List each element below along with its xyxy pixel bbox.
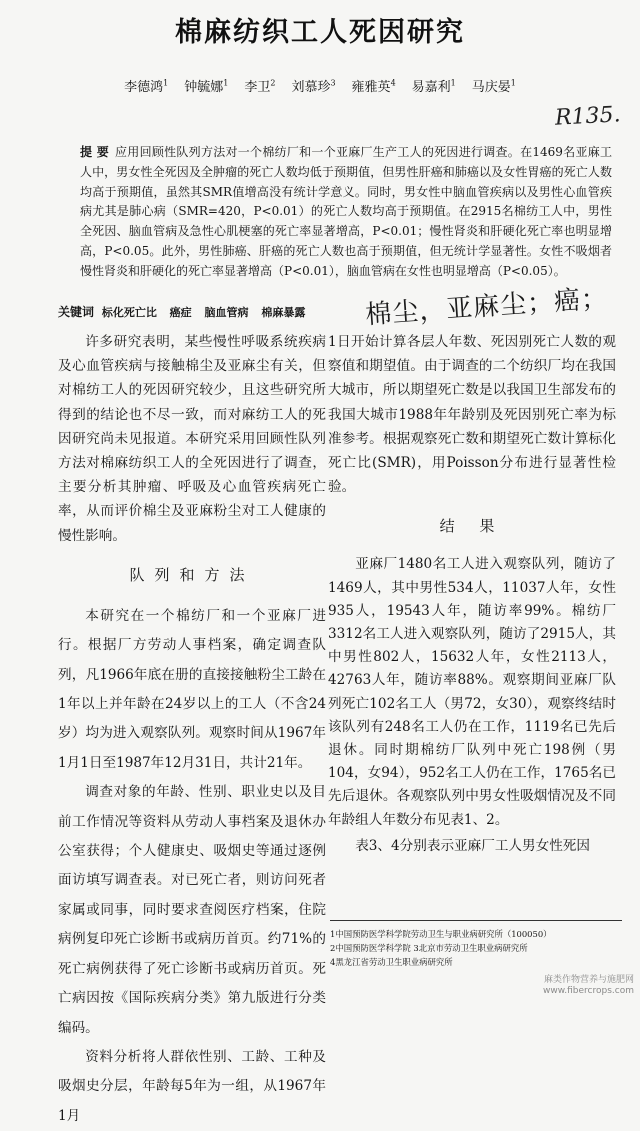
author-name: 马庆晏: [471, 80, 511, 95]
methods-paragraph: 调查对象的年龄、性别、职业史以及目前工作情况等资料从劳动人事档案及退休办公室获得；个人健康史、吸烟史等通过逐例面访填写调查表。对已死亡者，则访问死者家属或同事，同时要求查阅医疗档案，住院病例复印死亡诊断书或病历首页。约71%的死亡病例获得了死亡诊断书或病历首页。死亡病因按《国际疾病分类》第九版进行分类编码。: [58, 784, 326, 1036]
author-affiliation-mark: 1: [223, 78, 229, 88]
author-affiliation-mark: 4: [390, 78, 396, 88]
author: [124, 76, 168, 95]
author-name: 李德鸿: [124, 80, 164, 95]
results-paragraph: 亚麻厂1480名工人进入观察队列，随访了1469人，其中男性534人，11037人年，女性935人，19543人年，随访率99%。棉纺厂3312名工人进入观察队列，随访了2915人，其中男性802人，15632人年，女性2113人，42763人年，随访率88%。观察期间亚麻厂队列死亡102名工人（男72，女30），观察终结时该队列有248名工人仍在工作，1119名已先后退休。同时期棉纺厂队列中死亡198例（男104，女94），952名工人仍在工作，1765名已先后退休。各观察队列中男女性吸烟情况及不同年龄组人年数分布见表1、2。: [328, 556, 616, 828]
keyword: 棉麻暴露: [261, 306, 306, 319]
author: [412, 76, 456, 95]
right-column: [328, 330, 616, 861]
abstract: [80, 143, 612, 282]
author: [244, 76, 275, 95]
author-name: 刘慕珍: [291, 80, 331, 95]
author-name: 钟毓娜: [184, 80, 224, 95]
affiliation-footnotes: [330, 920, 622, 969]
keywords: [58, 302, 314, 322]
abstract-text: 应用回顾性队列方法对一个棉纺厂和一个亚麻厂生产工人的死因进行调查。在1469名亚麻工人中，男女性全死因及全肿瘤的死亡人数均低于预期值，但男性肝癌和肺癌以及女性胃癌的死亡人数均高于预期值，虽然其SMR值增高没有统计学意义。同时，男女性中脑血管疾病以及男性心血管疾病尤其是肺心病（SMR=420，P<0.01）的死亡人数均高于预期值。在2915名棉纺工人中，男性全死因、脑血管病及急性心肌梗塞的死亡率显著增高，P<0.01；慢性肾炎和肝硬化死亡率也明显增高，P<0.05。此外，男性肺癌、肝癌的死亡人数也高于预期值，但无统计学显著性。女性不吸烟者慢性肾炎和肝硬化的死亡率显著增高（P<0.01），脑血管病在女性也明显增高（P<0.05）。: [80, 145, 612, 278]
methods-continued-paragraph: 1日开始计算各层人年数、死因别死亡人数的观察值和期望值。由于调查的二个纺织厂均在我国大城市，所以期望死亡数是以我国卫生部发布的我国大城市1988年年龄别及死因别死亡率为标准参考。根据观察死亡数和期望死亡数计算标化死亡比(SMR)，用Poisson分布进行显著性检验。: [328, 334, 616, 496]
section-heading-methods: 队列和方法: [129, 565, 255, 584]
watermark-site-name: 麻类作物营养与施肥网: [543, 975, 634, 985]
author: [184, 76, 228, 95]
author-affiliation-mark: 1: [510, 78, 516, 88]
section-heading-results: 结 果: [439, 517, 505, 536]
author: [291, 76, 335, 95]
abstract-label: 提 要: [80, 145, 110, 159]
author-name: 雍雅英: [351, 80, 391, 95]
intro-paragraph: 许多研究表明，某些慢性呼吸系统疾病及心血管疾病与接触棉尘及亚麻尘有关，但对棉纺工人的死因研究较少，且这些研究所得到的结论也不尽一致，而对麻纺工人的死因研究尚未见报道。本研究采用回顾性队列方法对棉麻纺织工人的全死因进行了调查，主要分析其肿瘤、呼吸及心血管疾病死亡率，从而评价棉尘及亚麻粉尘对工人健康的慢性影响。: [58, 334, 326, 544]
author-affiliation-mark: 1: [450, 78, 456, 88]
author-name: 李卫: [244, 80, 271, 95]
left-column: [58, 330, 326, 1131]
author-name: 易嘉利: [411, 80, 451, 95]
handwritten-note: 棉尘，亚麻尘；癌；: [364, 283, 609, 331]
handwritten-classification-code: R135.: [554, 102, 622, 131]
keyword: 脑血管病: [204, 306, 249, 319]
methods-paragraph: 资料分析将人群依性别、工龄、工种及吸烟史分层，年龄每5年为一组，从1967年1月: [58, 1048, 326, 1124]
author-affiliation-mark: 1: [163, 78, 169, 88]
author-list: [60, 76, 580, 95]
keyword: 标化死亡比: [101, 306, 157, 319]
watermark-url: www.fibercrops.com: [543, 986, 634, 996]
keywords-label: 关键词: [58, 305, 95, 319]
author-affiliation-mark: 2: [270, 78, 276, 88]
footnote: 4黑龙江省劳动卫生职业病研究所: [330, 957, 453, 967]
footnote: 2中国预防医学科学院 3北京市劳动卫生职业病研究所: [330, 943, 528, 953]
author-affiliation-mark: 3: [330, 78, 336, 88]
author: [472, 76, 516, 95]
results-paragraph: 表3、4分别表示亚麻厂工人男女性死因: [355, 837, 590, 854]
author: [352, 76, 396, 95]
footnote: 1中国预防医学科学院劳动卫生与职业病研究所（100050）: [330, 929, 552, 939]
site-watermark: [543, 975, 634, 997]
methods-paragraph: 本研究在一个棉纺厂和一个亚麻厂进行。根据厂方劳动人事档案，确定调查队列，凡1966年底在册的直接接触粉尘工龄在1年以上并年龄在24岁以上的工人（不含24岁）均为进入观察队列。观察时间从1967年1月1日至1987年12月31日，共计21年。: [58, 607, 326, 771]
paper-title: 棉麻纺织工人死因研究: [175, 17, 465, 48]
keyword: 癌症: [169, 306, 192, 319]
